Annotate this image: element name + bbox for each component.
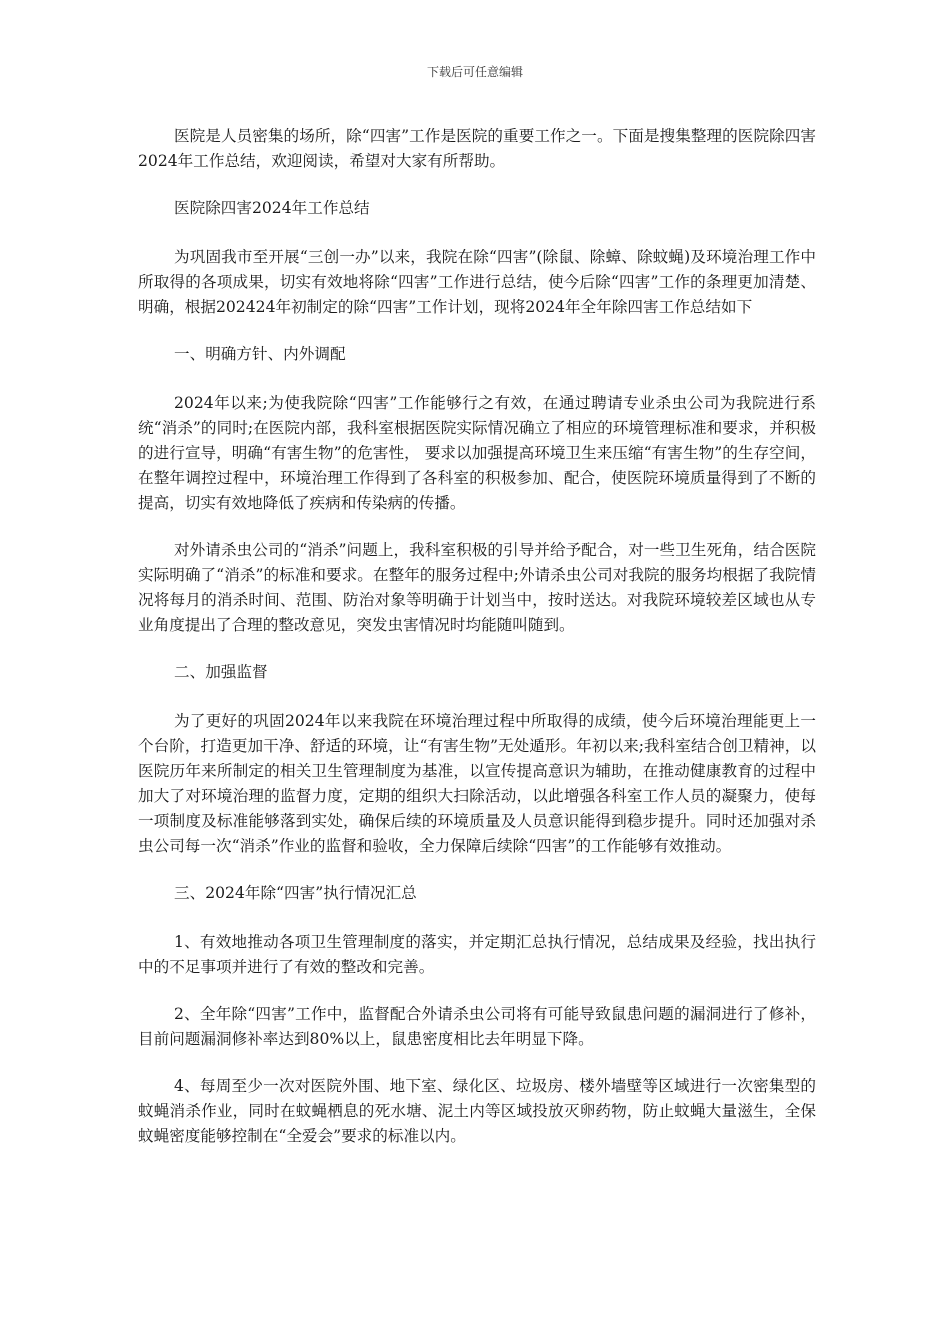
section-3-heading: 三、2024年除“四害”执行情况汇总	[174, 884, 417, 902]
section-3-item-1: 1、有效地推动各项卫生管理制度的落实，并定期汇总执行情况，总结成果及经验，找出执行中的不足事项并进行了有效的整改和完善。	[138, 933, 816, 976]
section-2-heading: 二、加强监督	[174, 663, 268, 681]
section-1-heading: 一、明确方针、内外调配	[174, 345, 346, 363]
section-2-paragraph-1: 为了更好的巩固2024年以来我院在环境治理过程中所取得的成绩，使今后环境治理能更上一个台阶，打造更加干净、舒适的环境，让“有害生物”无处遁形。年初以来;我科室结合创卫精神，以医院历年来所制定的相关卫生管理制度为基准，以宣传提高意识为辅助，在推动健康教育的过程中加大了对环境治理的监督力度，定期的组织大扫除活动，以此增强各科室工作人员的凝聚力，使每一项制度及标准能够落到实处，确保后续的环境质量及人员意识能得到稳步提升。同时还加强对杀虫公司每一次“消杀”作业的监督和验收，全力保障后续除“四害”的工作能够有效推动。	[138, 712, 816, 855]
section-1-paragraph-1: 2024年以来;为使我院除“四害”工作能够行之有效，在通过聘请专业杀虫公司为我院进行系统“消杀”的同时;在医院内部，我科室根据医院实际情况确立了相应的环境管理标准和要求，并积极的进行宣导，明确“有害生物”的危害性， 要求以加强提高环境卫生来压缩“有害生物”的生存空间，在整年调控过程中，环境治理工作得到了各科室的积极参加、配合，使医院环境质量得到了不断的提高，切实有效地降低了疾病和传染病的传播。	[138, 394, 816, 512]
section-3-item-4: 4、每周至少一次对医院外围、地下室、绿化区、垃圾房、楼外墙壁等区域进行一次密集型的蚊蝇消杀作业，同时在蚊蝇栖息的死水塘、泥土内等区域投放灭卵药物，防止蚊蝇大量滋生，全保蚊蝇密度能够控制在“全爱会”要求的标准以内。	[138, 1077, 816, 1145]
document-body	[138, 124, 816, 1171]
intro-paragraph: 医院是人员密集的场所，除“四害”工作是医院的重要工作之一。下面是搜集整理的医院除四害2024年工作总结，欢迎阅读，希望对大家有所帮助。	[138, 127, 816, 170]
section-3-item-2: 2、全年除“四害”工作中，监督配合外请杀虫公司将有可能导致鼠患问题的漏洞进行了修补，目前问题漏洞修补率达到80%以上，鼠患密度相比去年明显下降。	[138, 1005, 816, 1048]
opening-paragraph: 为巩固我市至开展“三创一办”以来，我院在除“四害”(除鼠、除蟑、除蚊蝇)及环境治理工作中所取得的各项成果，切实有效地将除“四害”工作进行总结，使今后除“四害”工作的条理更加清楚、明确，根据202424年初制定的除“四害”工作计划，现将2024年全年除四害工作总结如下	[138, 248, 816, 316]
section-1-paragraph-2: 对外请杀虫公司的“消杀”问题上，我科室积极的引导并给予配合，对一些卫生死角，结合医院实际明确了“消杀”的标准和要求。在整年的服务过程中;外请杀虫公司对我院的服务均根据了我院情况将每月的消杀时间、范围、防治对象等明确于计划当中，按时送达。对我院环境较差区域也从专业角度提出了合理的整改意见，突发虫害情况时均能随叫随到。	[138, 541, 816, 634]
page-header-note: 下载后可任意编辑	[426, 65, 523, 79]
document-title: 医院除四害2024年工作总结	[174, 199, 370, 217]
